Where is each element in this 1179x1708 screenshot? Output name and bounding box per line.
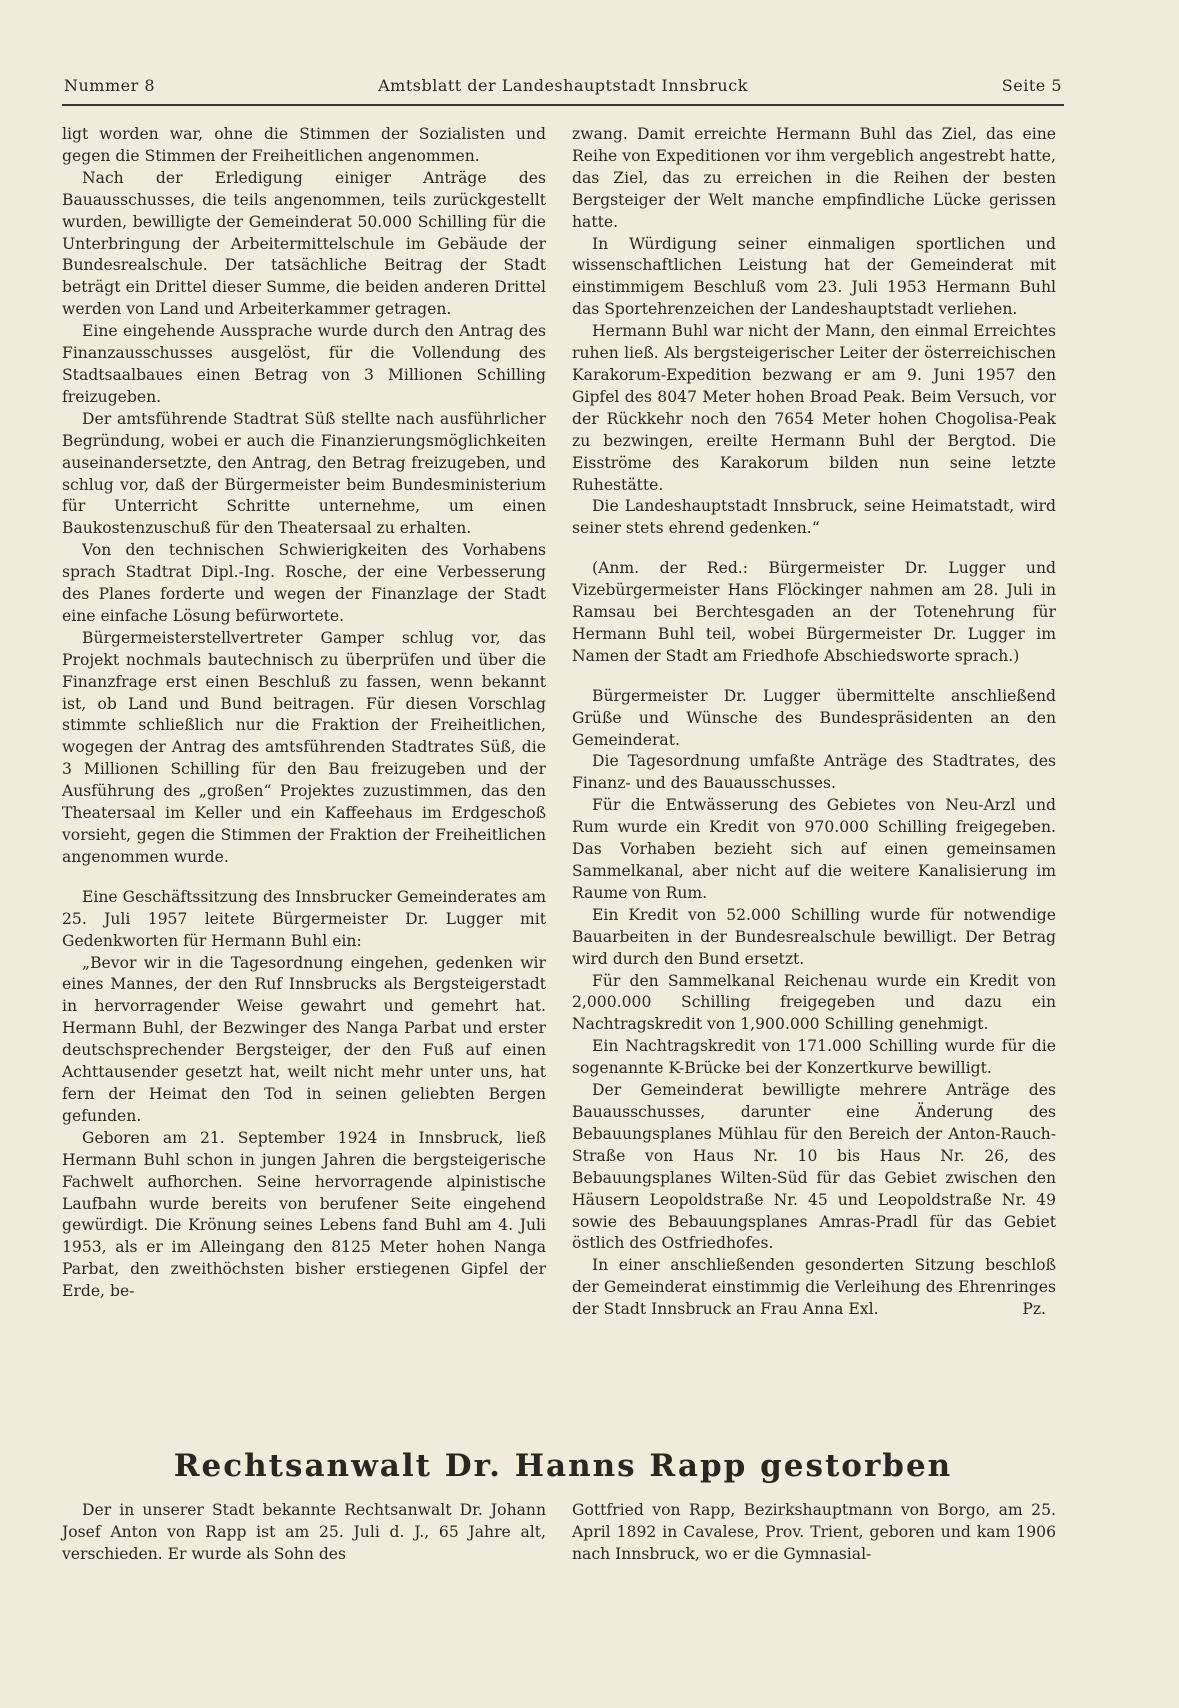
paragraph: Für die Entwässerung des Gebietes von Neu-Arzl und Rum wurde ein Kredit von 970.000 Schilling freigegeben. Das Vorhaben bezieht sich auf einen gemeinsamen Sammelkanal, aber nicht auf die weitere Kanalisierung im Raume von Rum.: [572, 796, 1056, 902]
obituary-right-column: [572, 1500, 1056, 1566]
paragraph: Die Tagesordnung umfaßte Anträge des Stadtrates, des Finanz- und des Bauausschusses.: [572, 752, 1056, 793]
paragraph: Eine eingehende Aussprache wurde durch den Antrag des Finanzausschusses ausgelöst, für die Vollendung des Stadtsaalbaues einen Betrag von 3 Millionen Schilling freizugeben.: [62, 322, 546, 406]
paragraph: Der amtsführende Stadtrat Süß stellte nach ausführlicher Begründung, wobei er auch die Finanzierungsmöglichkeiten auseinandersetzte, den Antrag, den Betrag freizugeben, und schlug vor, daß der Bürgermeister beim Bundesministerium für Unterricht Schritte unternehme, um einen Baukostenzuschuß für den Theatersaal zu erhalten.: [62, 409, 546, 538]
paragraph-text: In einer anschließenden gesonderten Sitzung beschloß der Gemeinderat einstimmig die Verleihung des Ehrenringes der Stadt Innsbruck an Frau Anna Exl.: [572, 1256, 1056, 1319]
paragraph: Der Gemeinderat bewilligte mehrere Anträge des Bauausschusses, darunter eine Änderung des Bebauungsplanes Mühlau für den Bereich der Anton-Rauch-Straße von Haus Nr. 10 bis Haus Nr. 26, des Bebauungsplanes Wilten-Süd für das Gebiet zwischen den Häusern Leopoldstraße Nr. 45 und Leopoldstraße Nr. 49 sowie des Bebauungsplanes Amras-Pradl für das Gebiet östlich des Ostfriedhofes.: [572, 1081, 1056, 1253]
paragraph: Der in unserer Stadt bekannte Rechtsanwalt Dr. Johann Josef Anton von Rapp ist am 25. Juli d. J., 65 Jahre alt, verschieden. Er wurde als Sohn des: [62, 1501, 546, 1563]
paragraph: Bürgermeisterstellvertreter Gamper schlug vor, das Projekt nochmals bautechnisch zu überprüfen und über die Finanzfrage erst einen Beschluß zu fassen, wenn bekannt ist, ob Land und Bund beitragen. Für diesen Vorschlag stimmte schließlich nur die Fraktion der Freiheitlichen, wogegen der Antrag des amtsführenden Stadtrates Süß, die 3 Millionen Schilling für den Bau freizugeben und der Ausführung des „großen“ Projektes zuzustimmen, das den Theatersaal im Keller und ein Kaffeehaus im Erdgeschoß vorsieht, gegen die Stimmen der Fraktion der Freiheitlichen angenommen wurde.: [62, 628, 546, 866]
paragraph: Bürgermeister Dr. Lugger übermittelte anschließend Grüße und Wünsche des Bundespräsidenten an den Gemeinderat.: [572, 686, 1056, 749]
quote-paragraph: Geboren am 21. September 1924 in Innsbruck, ließ Hermann Buhl schon in jungen Jahren die bergsteigerische Fachwelt aufhorchen. Seine hervorragende alpinistische Laufbahn wurde bereits von berufener Seite eingehend gewürdigt. Die Krönung seines Lebens fand Buhl am 4. Juli 1953, als er im Alleingang den 8125 Meter hohen Nanga Parbat, den zweithöchsten bisher erstiegenen Gipfel der Erde, be-: [62, 1128, 546, 1301]
paragraph: Gottfried von Rapp, Bezirkshauptmann von Borgo, am 25. April 1892 in Cavalese, Prov. Trient, geboren und kam 1906 nach Innsbruck, wo er die Gymnasial-: [572, 1501, 1056, 1563]
paragraph: Hermann Buhl war nicht der Mann, den einmal Erreichtes ruhen ließ. Als bergsteigerischer Leiter der österreichischen Karakorum-Expedition bezwang er am 9. Juni 1957 den Gipfel des 8047 Meter hohen Broad Peak. Beim Versuch, vor der Rückkehr noch den 7654 Meter hohen Chogolisa-Peak zu bezwingen, ereilte Hermann Buhl der Bergtod. Die Eisströme des Karakorum bilden nun seine letzte Ruhestätte.: [572, 322, 1056, 494]
obituary-left-column: [62, 1500, 546, 1566]
publication-title: Amtsblatt der Landeshauptstadt Innsbruck: [378, 76, 748, 95]
paragraph: In Würdigung seiner einmaligen sportlichen und wissenschaftlichen Leistung hat der Gemeinderat mit einstimmigem Beschluß vom 23. Juli 1953 Hermann Buhl das Sportehrenzeichen der Landeshauptstadt verliehen.: [572, 234, 1056, 319]
paragraph: Ein Nachtragskredit von 171.000 Schilling wurde für die sogenannte K-Brücke bei der Konzertkurve bewilligt.: [572, 1037, 1056, 1078]
paragraph: Nach der Erledigung einiger Anträge des Bauausschusses, die teils angenommen, teils zurückgestellt wurden, bewilligte der Gemeinderat 50.000 Schilling für die Unterbringung der Arbeitermittelschule im Gebäude der Bundesrealschule. Der tatsächliche Beitrag der Stadt beträgt ein Drittel dieser Summe, die beiden anderen Drittel werden von Land und Arbeiterkammer getragen.: [62, 168, 546, 319]
paragraph: Von den technischen Schwierigkeiten des Vorhabens sprach Stadtrat Dipl.-Ing. Rosche, der eine Verbesserung des Planes forderte und wegen der Finanzlage der Stadt eine einfache Lösung befürwortete.: [62, 541, 546, 625]
obituary-title: Rechtsanwalt Dr. Hanns Rapp gestorben: [173, 1448, 953, 1484]
page-header: [62, 72, 1064, 98]
paragraph: ligt worden war, ohne die Stimmen der Sozialisten und gegen die Stimmen der Freiheitlichen angenommen.: [62, 125, 546, 165]
issue-number: Nummer 8: [64, 76, 156, 95]
page-number: Seite 5: [1001, 76, 1062, 95]
paragraph: Eine Geschäftssitzung des Innsbrucker Gemeinderates am 25. Juli 1957 leitete Bürgermeister Dr. Lugger mit Gedenkworten für Hermann Buhl ein:: [62, 887, 546, 950]
paragraph: zwang. Damit erreichte Hermann Buhl das Ziel, das eine Reihe von Expeditionen vor ihm vergeblich angestrebt hatte, das Ziel, das zu erreichen in die Reihen der besten Bergsteiger der Welt manche empfindliche Lücke gerissen hatte.: [572, 125, 1056, 231]
header-rule: [62, 104, 1064, 106]
right-column: [572, 124, 1056, 1321]
paragraph: Für den Sammelkanal Reichenau wurde ein Kredit von 2,000.000 Schilling freigegeben und dazu ein Nachtragskredit von 1,900.000 Schilling genehmigt.: [572, 971, 1056, 1034]
author-signature: Pz.: [1022, 1300, 1046, 1319]
paragraph-final: [572, 1255, 1056, 1321]
left-column: [62, 124, 546, 1303]
paragraph: Ein Kredit von 52.000 Schilling wurde für notwendige Bauarbeiten in der Bundesrealschule bewilligt. Der Betrag wird durch den Bund ersetzt.: [572, 905, 1056, 968]
paragraph: Die Landeshauptstadt Innsbruck, seine Heimatstadt, wird seiner stets ehrend gedenken.“: [572, 497, 1056, 538]
editor-note: (Anm. der Red.: Bürgermeister Dr. Lugger und Vizebürgermeister Hans Flöckinger nahmen am 28. Juli in Ramsau bei Berchtesgaden an der Totenehrung für Hermann Buhl teil, wobei Bürgermeister Dr. Lugger im Namen der Stadt am Friedhofe Abschiedsworte sprach.): [572, 559, 1056, 665]
quote-paragraph: „Bevor wir in die Tagesordnung eingehen, gedenken wir eines Mannes, der den Ruf Innsbrucks als Bergsteigerstadt in hervorragender Weise gewahrt und gemehrt hat. Hermann Buhl, der Bezwinger des Nanga Parbat und erster deutschsprechender Bergsteiger, der den Fuß auf einen Achttausender gesetzt hat, weilt nicht mehr unter uns, hat fern der Heimat den Tod in seinen geliebten Bergen gefunden.: [62, 953, 546, 1125]
